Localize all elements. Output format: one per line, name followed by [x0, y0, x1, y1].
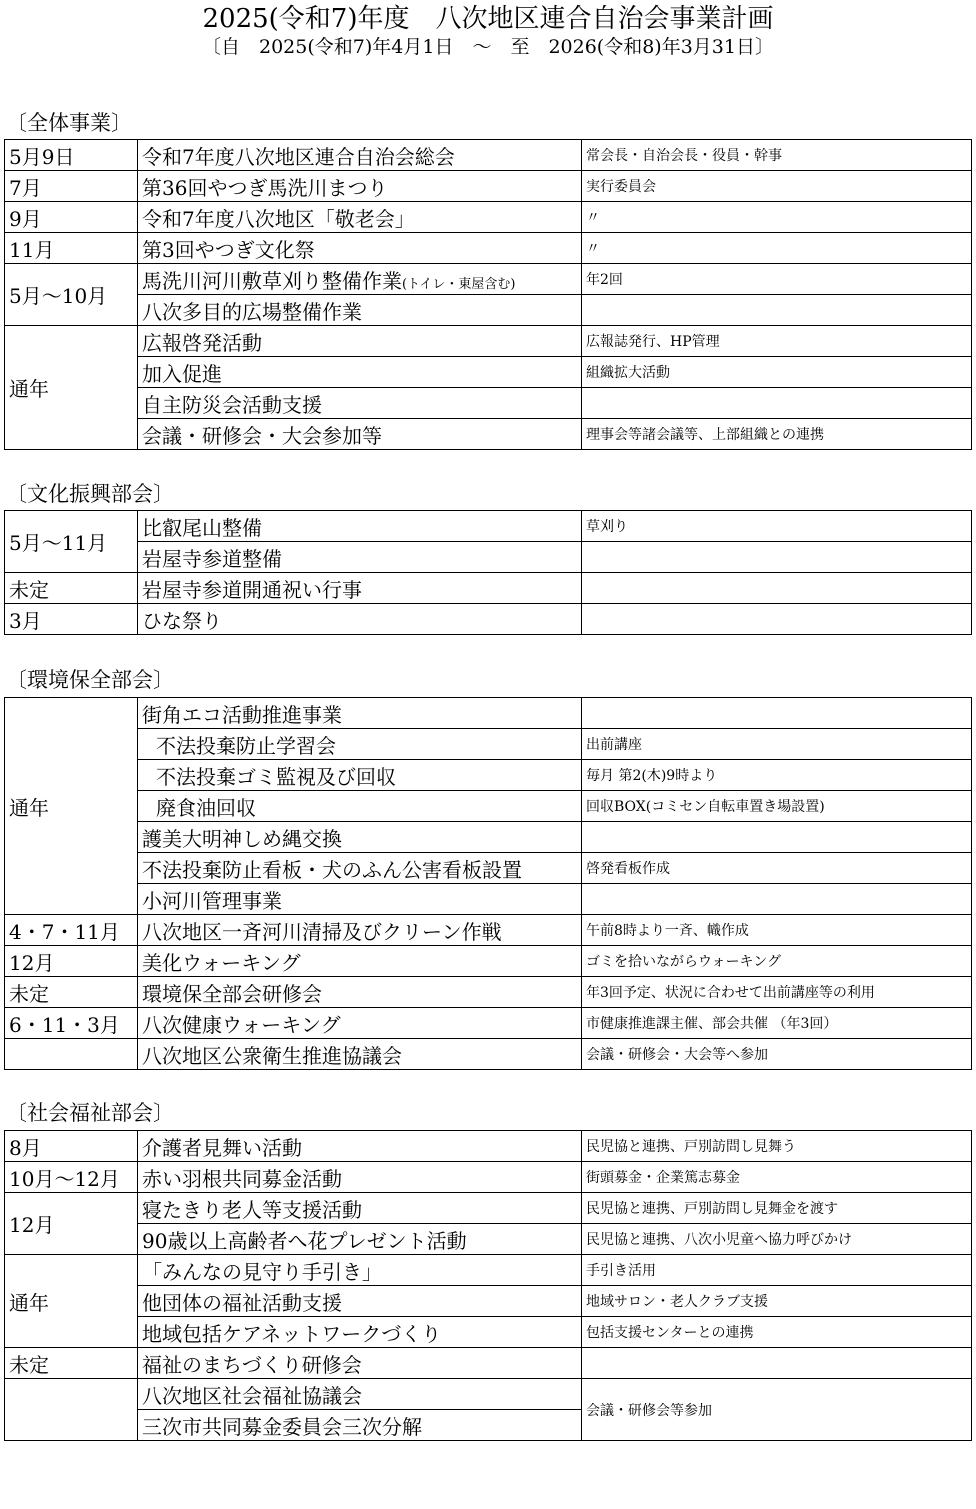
- row-note: 民児協と連携、戸別訪問し見舞う: [582, 1131, 972, 1162]
- row-item: 岩屋寺参道開通祝い行事: [138, 573, 582, 604]
- table-general: [4, 139, 972, 450]
- row-date: 12月: [5, 946, 138, 977]
- row-item: 不法投棄ゴミ監視及び回収: [138, 760, 582, 791]
- row-item: 三次市共同募金委員会三次分解: [138, 1410, 582, 1441]
- row-date: 未定: [5, 1348, 138, 1379]
- row-note: [582, 884, 972, 915]
- row-note: [582, 1348, 972, 1379]
- row-date: 未定: [5, 573, 138, 604]
- table-row: [5, 1348, 972, 1379]
- table-row: [5, 1008, 972, 1039]
- table-row: [5, 326, 972, 357]
- table-row: [5, 1255, 972, 1286]
- row-item: 他団体の福祉活動支援: [138, 1286, 582, 1317]
- row-date: 通年: [5, 326, 138, 450]
- table-row: [5, 1039, 972, 1070]
- table-row: [5, 419, 972, 450]
- table-row: [5, 264, 972, 295]
- row-note: [582, 542, 972, 573]
- row-item: 「みんなの見守り手引き」: [138, 1255, 582, 1286]
- row-item: 美化ウォーキング: [138, 946, 582, 977]
- row-date: 4・7・11月: [5, 915, 138, 946]
- row-item: 街角エコ活動推進事業: [138, 698, 582, 729]
- row-note: 包括支援センターとの連携: [582, 1317, 972, 1348]
- row-note: 実行委員会: [582, 171, 972, 202]
- table-row: [5, 1224, 972, 1255]
- table-row: [5, 140, 972, 171]
- row-item: 八次地区一斉河川清掃及びクリーン作戦: [138, 915, 582, 946]
- table-row: [5, 542, 972, 573]
- row-date: 通年: [5, 698, 138, 915]
- table-environment: [4, 697, 972, 1070]
- row-date: 8月: [5, 1131, 138, 1162]
- row-note: 民児協と連携、八次小児童へ協力呼びかけ: [582, 1224, 972, 1255]
- row-note: 〃: [582, 233, 972, 264]
- row-date: 7月: [5, 171, 138, 202]
- table-row: [5, 1193, 972, 1224]
- row-item: 自主防災会活動支援: [138, 388, 582, 419]
- table-row: [5, 388, 972, 419]
- section-label-culture: 〔文化振興部会〕: [6, 482, 174, 506]
- row-date: 12月: [5, 1193, 138, 1255]
- table-row: [5, 357, 972, 388]
- row-item: 介護者見舞い活動: [138, 1131, 582, 1162]
- row-item: 岩屋寺参道整備: [138, 542, 582, 573]
- row-item: 第36回やつぎ馬洗川まつり: [138, 171, 582, 202]
- row-item: 広報啓発活動: [138, 326, 582, 357]
- row-item: 八次健康ウォーキング: [138, 1008, 582, 1039]
- row-item: 地域包括ケアネットワークづくり: [138, 1317, 582, 1348]
- row-note: 会議・研修会等参加: [582, 1379, 972, 1441]
- row-note: 啓発看板作成: [582, 853, 972, 884]
- row-note: 市健康推進課主催、部会共催 （年3回）: [582, 1008, 972, 1039]
- row-note: 〃: [582, 202, 972, 233]
- row-date: 未定: [5, 977, 138, 1008]
- row-item: 令和7年度八次地区「敬老会」: [138, 202, 582, 233]
- row-date: 5月～11月: [5, 511, 138, 573]
- row-note: 理事会等諸会議等、上部組織との連携: [582, 419, 972, 450]
- table-row: [5, 729, 972, 760]
- table-row: [5, 511, 972, 542]
- row-note: 会議・研修会・大会等へ参加: [582, 1039, 972, 1070]
- row-note: 回収BOX(コミセン自転車置き場設置): [582, 791, 972, 822]
- row-note: 広報誌発行、HP管理: [582, 326, 972, 357]
- row-date: 9月: [5, 202, 138, 233]
- row-note: 年3回予定、状況に合わせて出前講座等の利用: [582, 977, 972, 1008]
- row-note: 毎月 第2(木)9時より: [582, 760, 972, 791]
- row-item: 比叡尾山整備: [138, 511, 582, 542]
- row-note: 地域サロン・老人クラブ支援: [582, 1286, 972, 1317]
- row-date: 11月: [5, 233, 138, 264]
- row-item: 令和7年度八次地区連合自治会総会: [138, 140, 582, 171]
- table-culture: [4, 510, 972, 635]
- row-item: 環境保全部会研修会: [138, 977, 582, 1008]
- row-item: 加入促進: [138, 357, 582, 388]
- row-note: 午前8時より一斉、幟作成: [582, 915, 972, 946]
- document-title: 2025(令和7)年度 八次地区連合自治会事業計画: [202, 4, 774, 34]
- document-period: 〔自 2025(令和7)年4月1日 ～ 至 2026(令和8)年3月31日〕: [202, 36, 774, 58]
- row-date: 5月～10月: [5, 264, 138, 326]
- table-row: [5, 698, 972, 729]
- row-date: [5, 1039, 138, 1070]
- row-note: 組織拡大活動: [582, 357, 972, 388]
- row-item: [138, 264, 582, 295]
- table-row: [5, 233, 972, 264]
- table-row: [5, 915, 972, 946]
- row-note: [582, 388, 972, 419]
- row-note: [582, 698, 972, 729]
- table-row: [5, 884, 972, 915]
- row-note: [582, 295, 972, 326]
- row-note: [582, 573, 972, 604]
- row-item: 第3回やつぎ文化祭: [138, 233, 582, 264]
- row-note: 年2回: [582, 264, 972, 295]
- row-note: [582, 604, 972, 635]
- section-label-general: 〔全体事業〕: [6, 111, 132, 135]
- row-item: 会議・研修会・大会参加等: [138, 419, 582, 450]
- row-item: 不法投棄防止看板・犬のふん公害看板設置: [138, 853, 582, 884]
- row-item: 小河川管理事業: [138, 884, 582, 915]
- table-row: [5, 171, 972, 202]
- row-note: 街頭募金・企業篤志募金: [582, 1162, 972, 1193]
- row-item: 不法投棄防止学習会: [138, 729, 582, 760]
- row-item: 八次地区公衆衛生推進協議会: [138, 1039, 582, 1070]
- row-date: 通年: [5, 1255, 138, 1348]
- row-item: 廃食油回収: [138, 791, 582, 822]
- row-note: ゴミを拾いながらウォーキング: [582, 946, 972, 977]
- row-date: [5, 1379, 138, 1441]
- row-item: 90歳以上高齢者へ花プレゼント活動: [138, 1224, 582, 1255]
- section-label-environment: 〔環境保全部会〕: [6, 668, 174, 692]
- row-item: 赤い羽根共同募金活動: [138, 1162, 582, 1193]
- row-date: 10月～12月: [5, 1162, 138, 1193]
- table-welfare: [4, 1130, 972, 1441]
- row-note: 草刈り: [582, 511, 972, 542]
- row-item-suffix: (トイレ・東屋含む): [402, 276, 516, 292]
- row-item: ひな祭り: [138, 604, 582, 635]
- row-date: 6・11・3月: [5, 1008, 138, 1039]
- table-row: [5, 202, 972, 233]
- table-row: [5, 760, 972, 791]
- row-item: 寝たきり老人等支援活動: [138, 1193, 582, 1224]
- row-item: 福祉のまちづくり研修会: [138, 1348, 582, 1379]
- table-row: [5, 1379, 972, 1410]
- table-row: [5, 1131, 972, 1162]
- table-row: [5, 791, 972, 822]
- table-row: [5, 977, 972, 1008]
- table-row: [5, 822, 972, 853]
- table-row: [5, 853, 972, 884]
- table-row: [5, 573, 972, 604]
- row-note: 手引き活用: [582, 1255, 972, 1286]
- row-note: 常会長・自治会長・役員・幹事: [582, 140, 972, 171]
- row-item: 八次地区社会福祉協議会: [138, 1379, 582, 1410]
- table-row: [5, 946, 972, 977]
- table-row: [5, 295, 972, 326]
- row-note: 出前講座: [582, 729, 972, 760]
- row-item: 護美大明神しめ縄交換: [138, 822, 582, 853]
- table-row: [5, 604, 972, 635]
- table-row: [5, 1162, 972, 1193]
- table-row: [5, 1317, 972, 1348]
- row-item-main: 馬洗川河川敷草刈り整備作業: [142, 268, 402, 293]
- row-note: 民児協と連携、戸別訪問し見舞金を渡す: [582, 1193, 972, 1224]
- row-date: 5月9日: [5, 140, 138, 171]
- section-label-welfare: 〔社会福祉部会〕: [6, 1101, 174, 1125]
- table-row: [5, 1286, 972, 1317]
- row-item: 八次多目的広場整備作業: [138, 295, 582, 326]
- row-note: [582, 822, 972, 853]
- row-date: 3月: [5, 604, 138, 635]
